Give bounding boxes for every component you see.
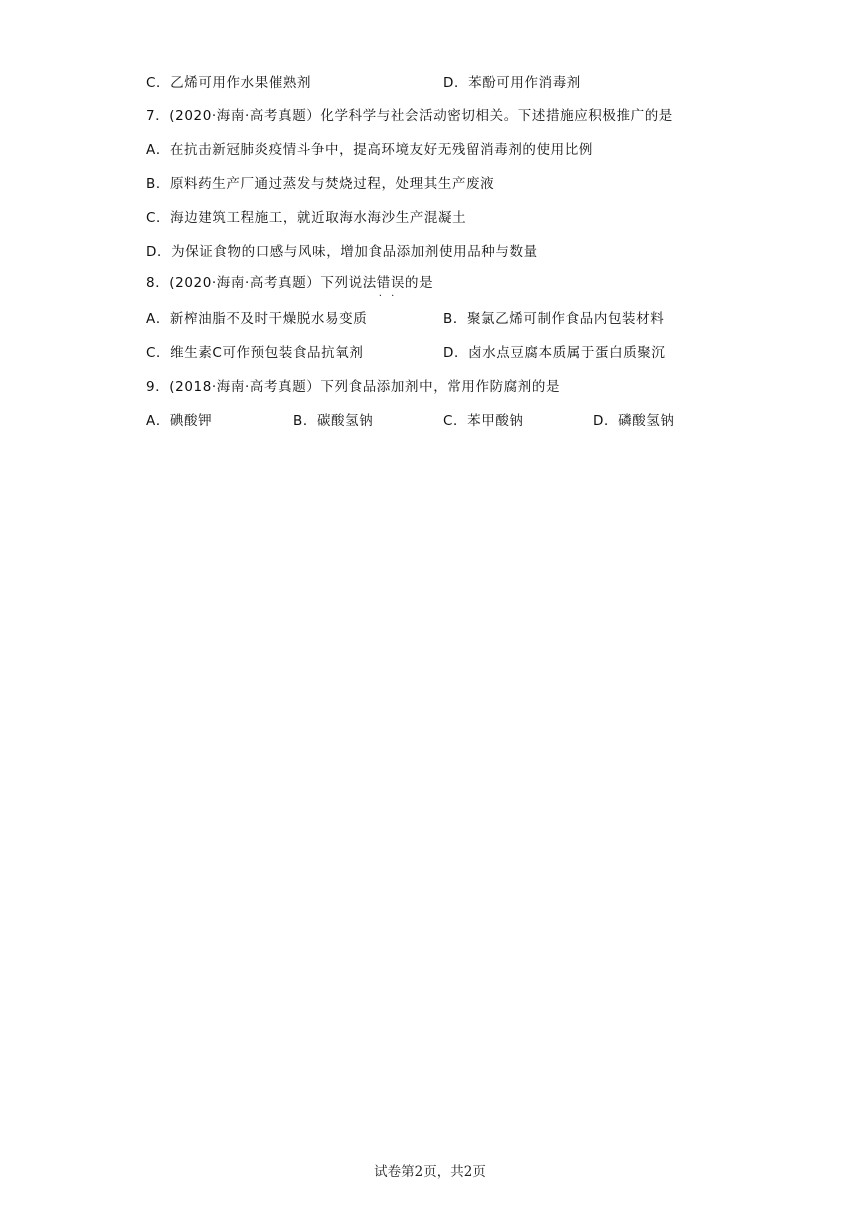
- q8-option-a: A．新榨油脂不及时干燥脱水易变质: [146, 311, 368, 327]
- q7-stem: 7．(2020·海南·高考真题）化学科学与社会活动密切相关。下述措施应积极推广的是: [146, 108, 673, 124]
- q6-option-d: D．苯酚可用作消毒剂: [443, 75, 581, 91]
- q9-option-c: C．苯甲酸钠: [443, 413, 524, 429]
- q9-option-b: B．碳酸氢钠: [293, 413, 374, 429]
- q8-stem-emphasis: 错误 · ·: [377, 275, 405, 291]
- q8-stem-prefix: 8．(2020·海南·高考真题）下列说法: [146, 275, 377, 291]
- q7-option-d: D．为保证食物的口感与风味，增加食品添加剂使用品种与数量: [146, 244, 538, 260]
- q7-option-b: B．原料药生产厂通过蒸发与焚烧过程，处理其生产废液: [146, 176, 495, 192]
- q9-stem: 9．(2018·海南·高考真题）下列食品添加剂中，常用作防腐剂的是: [146, 379, 561, 395]
- q6-option-c: C．乙烯可用作水果催熟剂: [146, 75, 312, 91]
- q8-option-d: D．卤水点豆腐本质属于蛋白质聚沉: [443, 345, 666, 361]
- q9-option-a: A．碘酸钾: [146, 413, 213, 429]
- q7-option-a: A．在抗击新冠肺炎疫情斗争中，提高环境友好无残留消毒剂的使用比例: [146, 142, 593, 158]
- page-footer: 试卷第2页，共2页: [374, 1164, 486, 1180]
- q7-option-c: C．海边建筑工程施工，就近取海水海沙生产混凝土: [146, 210, 467, 226]
- q8-stem-suffix: 的是: [405, 275, 434, 291]
- q8-option-c: C．维生素C可作预包装食品抗氧剂: [146, 345, 364, 361]
- q8-option-b: B．聚氯乙烯可制作食品内包装材料: [443, 311, 665, 327]
- q8-stem: [146, 274, 433, 292]
- q9-option-d: D．磷酸氢钠: [593, 413, 675, 429]
